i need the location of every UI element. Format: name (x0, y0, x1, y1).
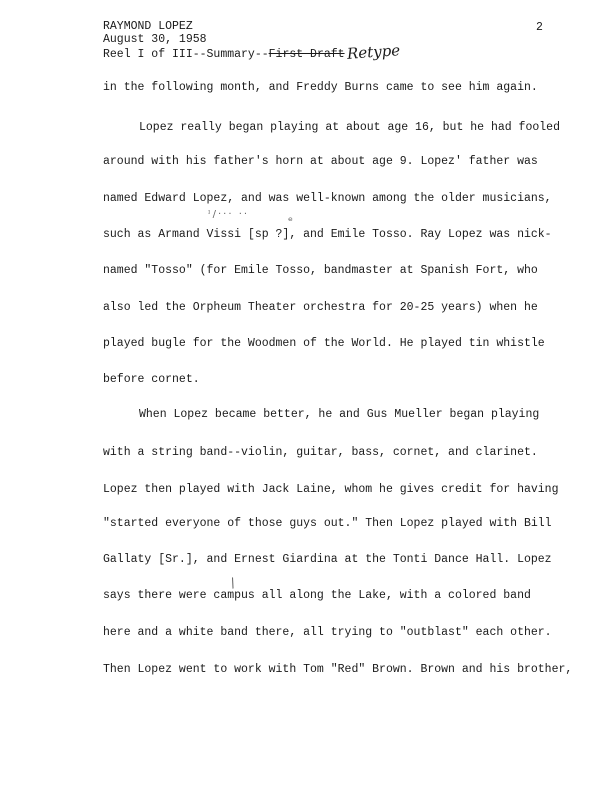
text-line: Then Lopez went to work with Tom "Red" Brown. Brown and his brother, (103, 663, 573, 676)
text-line: played bugle for the Woodmen of the World. He played tin whistle (103, 337, 545, 350)
page-number: 2 (536, 21, 543, 34)
text-line: before cornet. (103, 373, 200, 386)
pencil-mark: ᵉ (288, 214, 294, 228)
handwritten-retype: Retype (345, 41, 401, 63)
struck-first-draft: First Draft (268, 48, 345, 61)
header-reel-line (103, 41, 401, 63)
text-line: Lopez then played with Jack Laine, whom he gives credit for having (103, 483, 559, 496)
text-line: says there were campus all along the Lake, with a colored band (103, 589, 531, 602)
text-line: named "Tosso" (for Emile Tosso, bandmaster at Spanish Fort, who (103, 264, 538, 277)
text-line: here and a white band there, all trying to "outblast" each other. (103, 626, 552, 639)
text-line: also led the Orpheum Theater orchestra for 20-25 years) when he (103, 301, 538, 314)
text-line: with a string band--violin, guitar, bass, cornet, and clarinet. (103, 446, 538, 459)
pencil-mark: ᶦ/··· ·· (208, 209, 250, 220)
header-date: August 30, 1958 (103, 33, 207, 46)
text-line: such as Armand Vissi [sp ?], and Emile Tosso. Ray Lopez was nick- (103, 228, 552, 241)
text-line: in the following month, and Freddy Burns came to see him again. (103, 81, 538, 94)
text-line: "started everyone of those guys out." Then Lopez played with Bill (103, 517, 552, 530)
text-line: Gallaty [Sr.], and Ernest Giardina at the Tonti Dance Hall. Lopez (103, 553, 552, 566)
text-line: Lopez really began playing at about age 16, but he had fooled (139, 121, 560, 134)
header-name: RAYMOND LOPEZ (103, 20, 193, 33)
pencil-correction-mark: / (228, 575, 238, 592)
reel-summary-label: Reel I of III--Summary-- (103, 48, 269, 61)
text-line: around with his father's horn at about age 9. Lopez' father was (103, 155, 538, 168)
text-line: named Edward Lopez, and was well-known among the older musicians, (103, 192, 552, 205)
text-line: When Lopez became better, he and Gus Mueller began playing (139, 408, 540, 421)
